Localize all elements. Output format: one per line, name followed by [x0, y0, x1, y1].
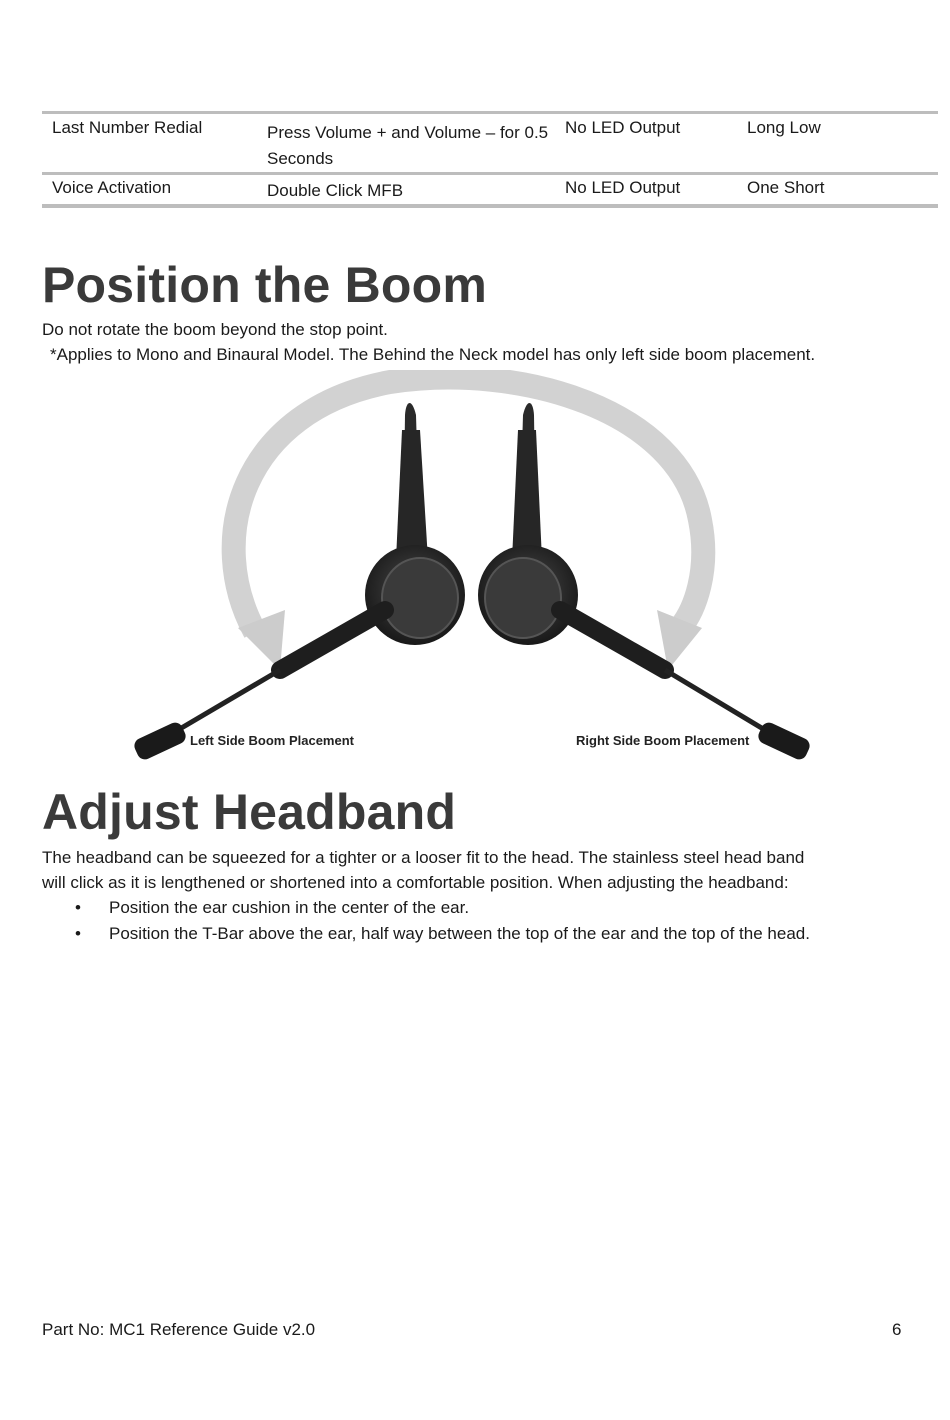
- cell-action: Press Volume + and Volume – for 0.5 Seconds: [267, 113, 565, 174]
- boom-placement-figure: [120, 370, 830, 770]
- table-row: [42, 174, 938, 207]
- cell-led: No LED Output: [565, 113, 747, 174]
- headband-paragraph-line2: will click as it is lengthened or shortened into a comfortable position. When adjusting the headband:: [42, 873, 789, 892]
- table-row: [42, 113, 938, 174]
- cell-action: Double Click MFB: [267, 174, 565, 207]
- footer-part-number: Part No: MC1 Reference Guide v2.0: [42, 1320, 316, 1339]
- section-heading-boom: Position the Boom: [42, 257, 488, 313]
- boom-note: *Applies to Mono and Binaural Model. The Behind the Neck model has only left side boom placement.: [50, 345, 816, 364]
- headband-paragraph-line1: The headband can be squeezed for a tighter or a looser fit to the head. The stainless steel head band: [42, 848, 805, 867]
- cell-function: Voice Activation: [42, 174, 267, 207]
- left-headset: [132, 403, 465, 762]
- bullet-icon: •: [75, 924, 81, 943]
- section-heading-headband: Adjust Headband: [42, 784, 457, 840]
- button-function-table: [42, 111, 938, 208]
- cell-led: No LED Output: [565, 174, 747, 207]
- right-boom-caption: Right Side Boom Placement: [576, 733, 750, 748]
- rotation-arc: [234, 378, 704, 632]
- cell-tone: One Short: [747, 174, 938, 207]
- bullet-icon: •: [75, 898, 81, 917]
- cell-function: Last Number Redial: [42, 113, 267, 174]
- headset-illustration: [120, 370, 830, 770]
- boom-instruction: Do not rotate the boom beyond the stop point.: [42, 320, 388, 339]
- page-number: 6: [892, 1320, 902, 1339]
- left-boom-caption: Left Side Boom Placement: [190, 733, 354, 748]
- right-headset: [478, 403, 812, 762]
- cell-tone: Long Low: [747, 113, 938, 174]
